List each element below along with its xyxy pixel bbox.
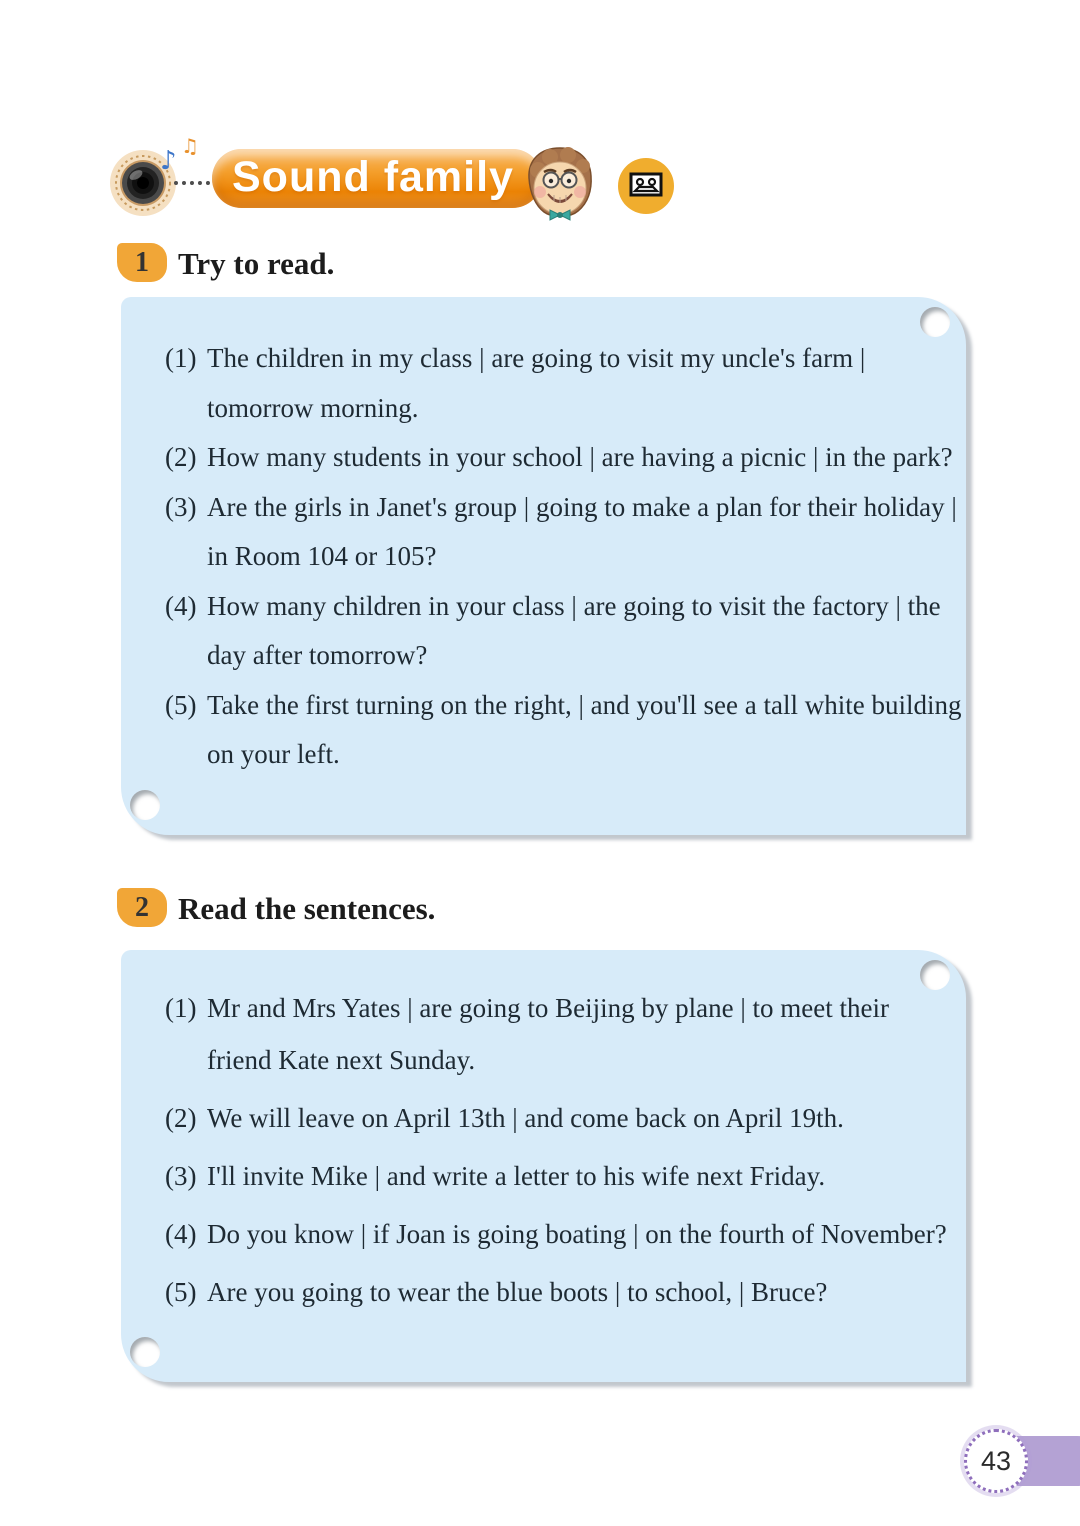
item-number: (2)	[165, 1103, 197, 1133]
card-read-the-sentences	[121, 950, 966, 1382]
boy-face-icon	[520, 144, 600, 224]
music-note-icon: ♪	[160, 146, 177, 176]
sentence-line	[121, 433, 966, 483]
cassette-tape-icon	[617, 157, 675, 215]
item-number: (2)	[165, 442, 197, 472]
sentence-list	[121, 334, 966, 780]
sentence-line	[121, 730, 966, 780]
item-number: (1)	[165, 993, 197, 1023]
sentence-text: We will leave on April 13th | and come back on April 19th.	[207, 1103, 844, 1133]
item-number: (4)	[165, 1219, 197, 1249]
sentence-line	[121, 631, 966, 681]
sentence-text: Take the first turning on the right, | and you'll see a tall white building	[207, 689, 962, 720]
item-number: (4)	[165, 590, 197, 621]
sentence-text: How many children in your class | are going to visit the factory | the	[207, 590, 941, 621]
sentence-line	[121, 532, 966, 582]
sentence-line	[121, 1092, 966, 1144]
sentence-text: tomorrow morning.	[207, 392, 419, 423]
sentence-text: in Room 104 or 105?	[207, 541, 437, 571]
sentence-text: How many students in your school | are having a picnic | in the park?	[207, 442, 953, 472]
sound-family-banner	[212, 149, 542, 208]
card-try-to-read	[121, 297, 966, 835]
sentence-line	[121, 1266, 966, 1318]
item-number: (3)	[165, 491, 197, 522]
item-number: (5)	[165, 689, 197, 720]
sentence-list	[121, 982, 966, 1318]
sentence-text: Mr and Mrs Yates | are going to Beijing by plane | to meet their	[207, 993, 889, 1023]
section-2-number-badge: 2	[117, 888, 167, 927]
sentence-text: Do you know | if Joan is going boating | on the fourth of November?	[207, 1219, 947, 1249]
sentence-text: The children in my class | are going to visit my uncle's farm |	[207, 343, 866, 373]
sentence-line	[121, 582, 966, 632]
sentence-text: on your left.	[207, 739, 340, 769]
item-number: (1)	[165, 343, 197, 373]
banner-title: Sound family	[232, 153, 514, 201]
item-number: (3)	[165, 1161, 197, 1191]
sentence-line	[121, 1034, 966, 1086]
section-1-number-badge: 1	[117, 243, 167, 282]
music-note-icon: ♫	[181, 134, 199, 158]
item-number: (5)	[165, 1277, 197, 1307]
punch-hole-icon	[920, 307, 950, 337]
page-number-badge: 43	[964, 1429, 1028, 1493]
section-1-title: Try to read.	[178, 246, 335, 281]
section-2-title: Read the sentences.	[178, 891, 436, 926]
sentence-line	[121, 1208, 966, 1260]
sentence-text: friend Kate next Sunday.	[207, 1045, 476, 1075]
sentence-text: Are you going to wear the blue boots | to school, | Bruce?	[207, 1277, 828, 1307]
sentence-line	[121, 982, 966, 1034]
sentence-text: Are the girls in Janet's group | going to make a plan for their holiday |	[207, 491, 957, 522]
sentence-line	[121, 384, 966, 434]
sentence-text: day after tomorrow?	[207, 640, 428, 670]
sentence-line	[121, 681, 966, 731]
punch-hole-icon	[130, 1337, 160, 1367]
sentence-text: I'll invite Mike | and write a letter to his wife next Friday.	[207, 1161, 826, 1191]
sentence-line	[121, 1150, 966, 1202]
sentence-line	[121, 483, 966, 533]
punch-hole-icon	[130, 790, 160, 820]
sentence-line	[121, 334, 966, 384]
